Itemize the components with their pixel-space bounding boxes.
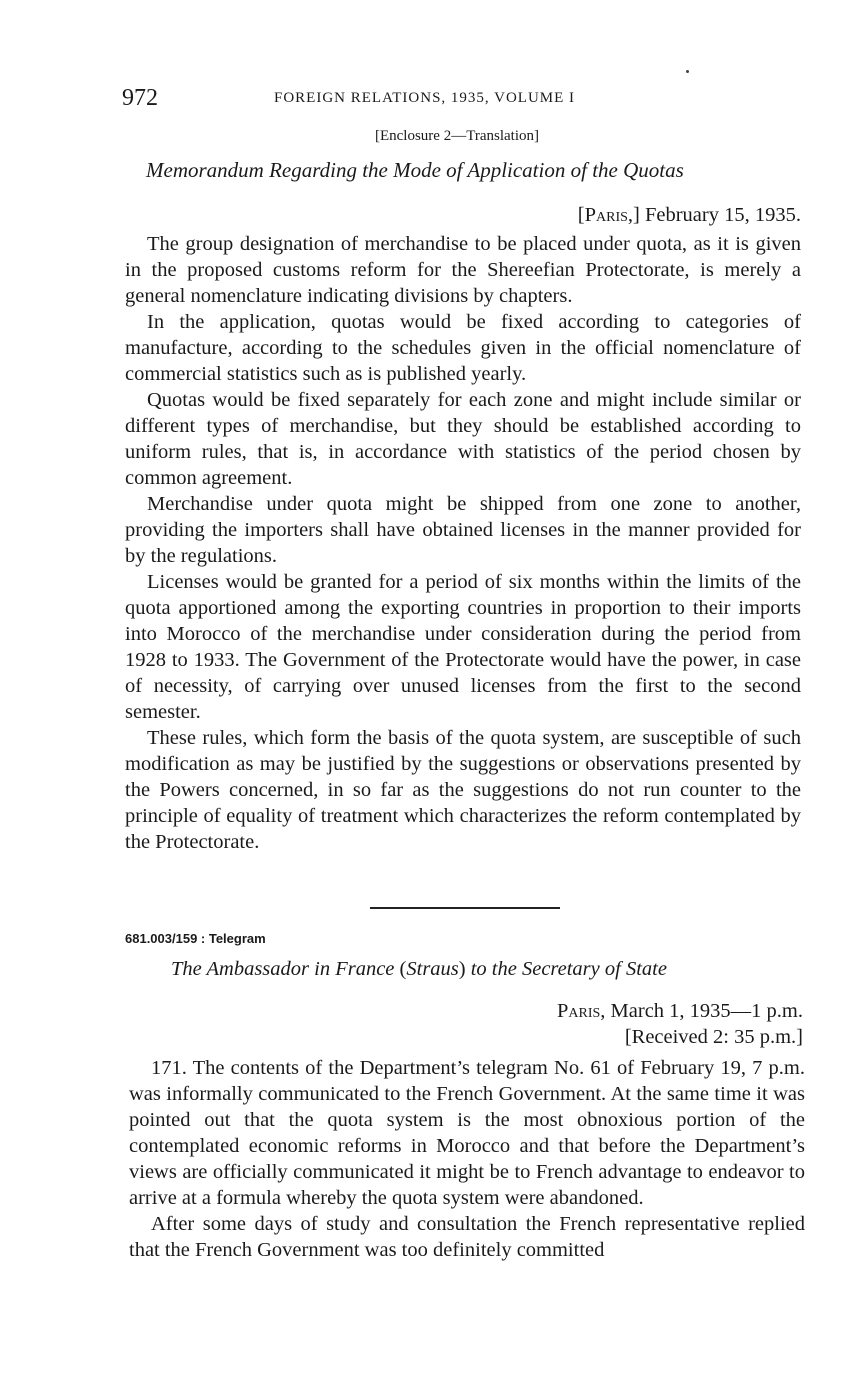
paragraph: Merchandise under quota might be shipped from one zone to another, providing the importers shall have obtained licenses in the manner provided for by the regulations. xyxy=(125,493,801,567)
telegram-title: The Ambassador in France (Straus) to the Secretary of State xyxy=(171,958,667,980)
enclosure-label: [Enclosure 2—Translation] xyxy=(374,128,539,144)
paragraph: 171. The contents of the Department’s telegram No. 61 of February 19, 7 p.m. was informally communicated to the French Government. At the same time it was pointed out that the quota system is the most obnoxious portion of the contemplated economic reforms in Morocco and that before the Department’s views are officially communicated it might be to French advantage to endeavor to arrive at a formula whereby the quota system were abandoned. xyxy=(129,1057,805,1209)
page-header xyxy=(122,84,682,112)
paragraph: After some days of study and consultation the French representative replied that the French Government was too definitely committed xyxy=(129,1213,805,1261)
received-time: [Received 2: 35 p.m.] xyxy=(624,1026,803,1048)
telegram-body xyxy=(129,1055,805,1263)
paragraph: In the application, quotas would be fixed according to categories of manufacture, according to the schedules given in the official nomenclature of commercial statistics such as is published yearly. xyxy=(125,311,801,385)
paragraph: Quotas would be fixed separately for each zone and might include similar or different types of merchandise, but they should be established according to uniform rules, that is, in accordance with statistics of the period chosen by common agreement. xyxy=(125,389,801,489)
memorandum-body xyxy=(125,231,801,855)
paragraph: Licenses would be granted for a period of six months within the limits of the quota apportioned among the exporting countries in proportion to their imports into Morocco of the merchandise under consideration during the period from 1928 to 1933. The Government of the Protectorate would have the power, in case of necessity, of carrying over unused licenses from the first to the second semester. xyxy=(125,571,801,723)
paragraph: These rules, which form the basis of the quota system, are susceptible of such modification as may be justified by the suggestions or observations presented by the Powers concerned, in so far as the suggestions do not run counter to the principle of equality of treatment which characterizes the reform contemplated by the Protectorate. xyxy=(125,727,801,853)
running-head: FOREIGN RELATIONS, 1935, VOLUME I xyxy=(274,90,576,106)
dateline-place: Paris xyxy=(584,204,628,226)
paragraph: The group designation of merchandise to be placed under quota, as it is given in the proposed customs reform for the Shereefian Protectorate, is merely a general nomenclature indicating divisions by chapters. xyxy=(125,233,801,307)
memorandum-dateline: [Paris,] February 15, 1935. xyxy=(577,204,801,226)
page-number: 972 xyxy=(122,85,158,111)
telegram-dateline: Paris, March 1, 1935—1 p.m. xyxy=(556,1000,803,1022)
print-speck xyxy=(686,70,689,73)
file-reference: 681.003/159 : Telegram xyxy=(125,931,266,946)
memorandum-title: Memorandum Regarding the Mode of Application of the Quotas xyxy=(146,158,684,182)
sender-name: Straus xyxy=(406,958,459,980)
section-divider xyxy=(370,907,560,909)
dateline-place: Paris xyxy=(556,1000,601,1022)
